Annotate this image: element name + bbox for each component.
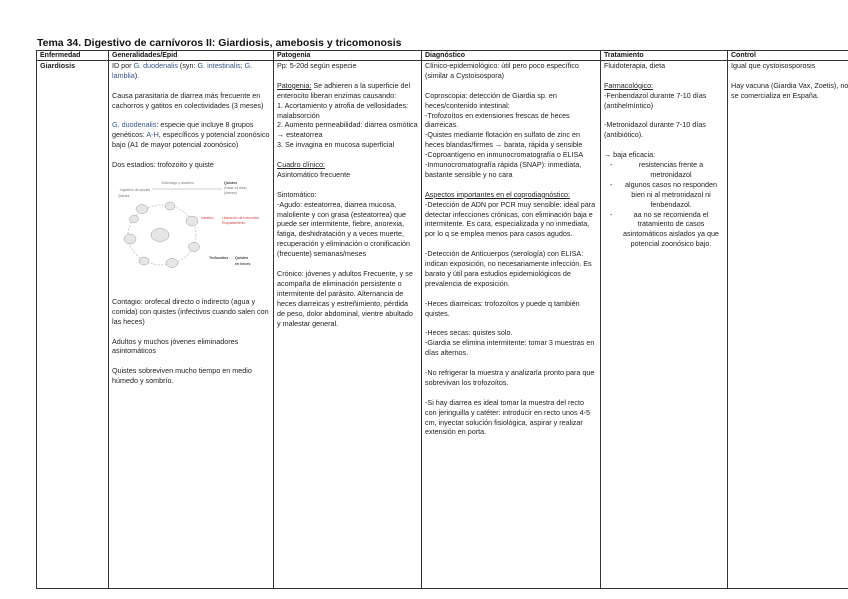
control-same: Igual que cystoisosporosis — [731, 61, 816, 70]
diag-diarrheic-feces: -Heces diarreicas: trofozoítos y puede q también quistes. — [425, 298, 580, 318]
header-enfermedad: Enfermedad — [37, 51, 109, 61]
header-generalidades: Generalidades/Epid — [109, 51, 274, 61]
page-title: Tema 34. Digestivo de carnívoros II: Giardiosis, amebosis y tricomonosis — [37, 37, 402, 49]
diagram-label-ingestion: - Ingestión de quistes — [118, 187, 151, 192]
diagram-organism — [124, 234, 136, 244]
diag-dry-feces: -Heces secas: quistes solo. -Giardia se elimina intermitente: tomar 3 muestras en días alternos. — [425, 328, 595, 358]
table-header-row — [37, 51, 848, 61]
header-control: Control — [728, 51, 848, 61]
patogenia-prepatent: Pp: 5-20d según especie — [277, 61, 357, 70]
diagram-label-release: Liberación de trofozoítos — [222, 215, 260, 220]
diag-important-aspects: Aspectos importantes en el coprodiagnóstico: -Detección de ADN por PCR muy sensible: ideal para detectar infecciones crónicas, con eliminación baja e intermitente. Es cara, especializada y no inmediata, por lo q se emplea menos para casos agudos. — [425, 189, 596, 239]
diagram-label-intestine: Intestino — [201, 215, 214, 220]
list-item: - algunos casos no responden bien ni al metronidazol ni fenbendazol. — [618, 180, 724, 210]
treat-metronidazol: -Metronidazol durante 7-10 días (antibiótico). — [604, 120, 706, 140]
diag-clinical: Clínico-epidemiológico: útil pero poco específico (similar a Cystoisospora) — [425, 61, 579, 80]
header-tratamiento: Tratamiento — [601, 51, 728, 61]
life-cycle-diagram — [112, 175, 270, 285]
general-stages: Dos estadios: trofozoito y quiste — [112, 160, 214, 170]
diagram-label-cysts: Quistes — [224, 180, 238, 185]
general-species: G. duodenalis: especie que incluye 8 grupos genéticos: A-H, específicos y potencial zoonósico bajo (A1 de mayor potencial zoonósico) — [112, 120, 270, 150]
header-patogenia: Patogenia — [274, 51, 422, 61]
general-survival: Quistes sobreviven mucho tiempo en medio húmedo y sombrío. — [112, 366, 252, 386]
treat-supportive: Fluidoterapia, dieta — [604, 61, 666, 70]
cell-generalidades — [109, 61, 274, 589]
control-vaccine: Hay vacuna (Giardia Vax, Zoetis), no se comercializa en España. — [731, 80, 848, 100]
diagram-label-encyst: Enquistamiento — [222, 220, 246, 225]
diag-antibodies: -Detección de Anticuerpos (serología) con ELISA: indican exposición, no necesariamente infección. Es barato y útil para estudios epidemiológicos de prevalencia de exposición. — [425, 249, 592, 288]
treat-low-efficacy: → baja eficacia: — [604, 150, 656, 160]
diag-coproscopy: Coproscopia: detección de Giardia sp. en heces/contenido intestinal: -Trofozoítos en extensiones frescas de heces diarreicas. -Quistes mediante flotación en sulfato de zinc en heces blandas/firmes → barata, rápida y sensible -Coproantígeno en inmunocromatografía o ELISA -Inmunocromatografía rápida (SNAP): inmediata, bastante sensible y no cara — [425, 90, 584, 179]
patogenia-symptomatic: Sintomático: -Agudo: esteatorrea, diarrea mucosa, maloliente y con grasa (esteatorrea) que puede ser intermitente, fiebre, anorexia, fatiga, deshidratación y a veces muerte, recuperación y eliminación o cronificación (frecuente) semanas/meses — [277, 189, 411, 259]
diagram-label-cysts-small: Quistes — [118, 193, 130, 198]
diagram-label-diarrhea: (diarrea) — [224, 190, 237, 195]
patogenia-chronic: Crónico: jóvenes y adultos Frecuente, y se acompaña de eliminación persistente o intermitente del parásito. Alternancia de heces diarreicas y estreñimiento, pérdida de peso, dolor abdominal, vientre abultado y malestar general. — [277, 268, 413, 328]
list-item: - aa no se recomienda el tratamiento de casos asintomáticos aislados ya que potencial zoonósico bajo. — [618, 210, 724, 250]
table-row — [37, 61, 848, 589]
diag-rectal-sample: -Si hay diarrea es ideal tomar la muestra del recto con jeringuilla y catéter: introducir en recto unos 4-5 cm, inyectar solución fisiológica, aspirar y realizar extensión en porta. — [425, 397, 591, 437]
diagram-organism — [186, 216, 198, 226]
diag-no-refrigerate: -No refrigerar la muestra y analizarla pronto para que sobrevivan los trofozoítos. — [425, 368, 595, 387]
cell-patogenia — [274, 61, 422, 589]
treat-efficacy-list — [604, 160, 724, 249]
diagram-label-stomach: Estómago y duodeno — [162, 180, 195, 185]
patogenia-mechanism: Patogenia: Se adhieren a la superficie del enterocito liberan enzimas causando: 1. Acortamiento y atrofia de vellosidades: malabsorción 2. Aumento permeabilidad: diarrea osmótica → esteatorrea 3. Se invagina en mucosa superficial — [277, 80, 418, 150]
diagram-organism — [139, 257, 149, 265]
disease-table — [36, 50, 848, 589]
diagram-label-in-feces: en heces — [235, 261, 251, 266]
cell-control — [728, 61, 848, 589]
list-item: - resistencias frente a metronidazol — [618, 160, 724, 180]
diagram-organism — [151, 228, 169, 241]
diagram-label-cysts-feces: Quistes — [235, 255, 249, 260]
general-contagion: Contagio: orofecal directo o indirecto (agua y comida) con quistes (infectivos cuando salen con las heces) — [112, 296, 269, 326]
diagram-organism — [189, 242, 200, 251]
header-diagnostico: Diagnóstico — [422, 51, 601, 61]
disease-name: Giardiosis — [37, 61, 109, 589]
diagram-organism — [130, 215, 139, 223]
general-epidemiology: Causa parasitaria de diarrea más frecuente en cachorros y gatitos en colectividades (3 meses) — [112, 90, 264, 110]
general-definition: ID por G. duodenalis (syn: G. intestinalis; G. lamblia). — [112, 61, 253, 80]
diagram-label-days: (hasta 14 días) — [224, 185, 247, 190]
diagram-organism — [166, 258, 178, 267]
diagram-label-trophozoites: Trofozoítos — [209, 255, 229, 260]
treat-pharma: Farmacológico: -Fenbendazol durante 7-10 días (antihelmíntico) — [604, 80, 707, 110]
diagram-organism — [165, 202, 175, 210]
general-carriers: Adultos y muchos jóvenes eliminadores asintomáticos — [112, 336, 239, 356]
diagram-organism — [136, 204, 148, 213]
cell-tratamiento — [601, 61, 728, 589]
patogenia-clinical: Cuadro clínico: Asintomático frecuente — [277, 160, 351, 179]
cell-diagnostico — [422, 61, 601, 589]
